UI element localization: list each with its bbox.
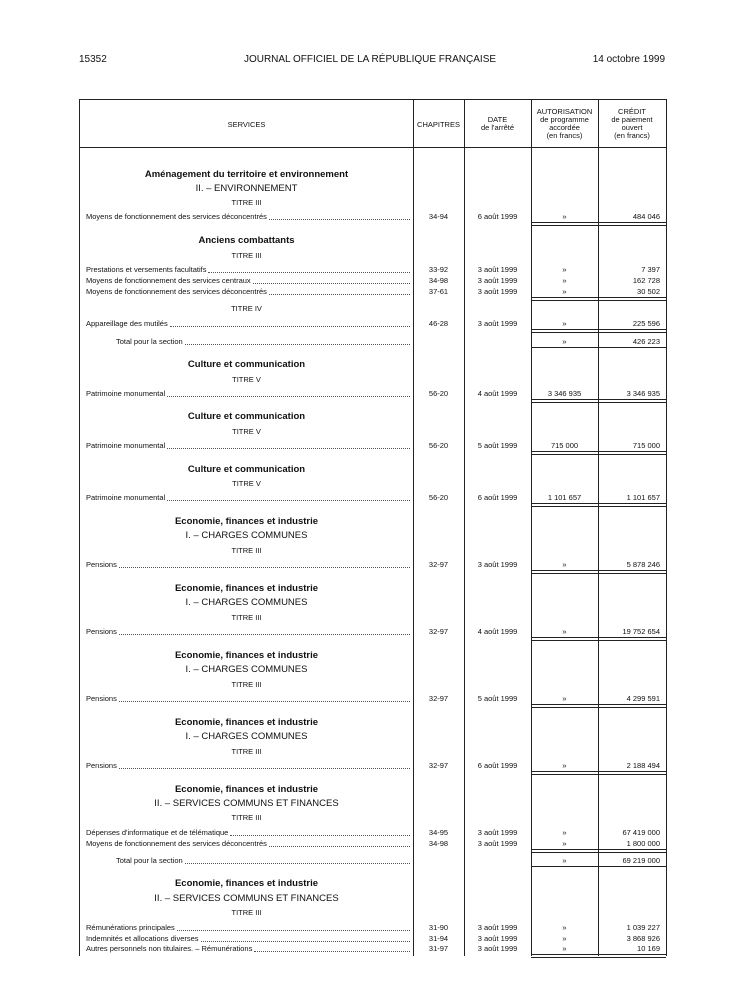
rule bbox=[531, 454, 666, 455]
rule bbox=[531, 347, 666, 348]
chapitre-cell: 31-97 bbox=[428, 944, 449, 953]
leader-dots bbox=[253, 283, 410, 284]
autorisation-cell: 715 000 bbox=[550, 441, 579, 450]
date-cell: 5 août 1999 bbox=[477, 694, 518, 703]
leader-dots bbox=[230, 835, 410, 836]
item-label: Pensions bbox=[86, 761, 117, 770]
total-label: Total pour la section bbox=[116, 337, 183, 346]
titre-heading: TITRE III bbox=[231, 813, 262, 822]
credit-cell: 426 223 bbox=[632, 337, 660, 346]
item-label: Pensions bbox=[86, 694, 117, 703]
titre-heading: TITRE IV bbox=[231, 304, 262, 313]
header-separator bbox=[80, 147, 666, 148]
rule bbox=[531, 402, 666, 403]
allocation-table bbox=[79, 99, 667, 956]
chapitre-cell: 34-94 bbox=[428, 212, 449, 221]
date-cell: 3 août 1999 bbox=[477, 923, 518, 932]
credit-cell: 19 752 654 bbox=[622, 627, 660, 636]
chapitre-cell: 34-98 bbox=[428, 839, 449, 848]
rule bbox=[531, 954, 666, 955]
section-heading: Economie, finances et industrie bbox=[174, 878, 319, 889]
leader-dots bbox=[208, 272, 410, 273]
chapitre-cell: 31-90 bbox=[428, 923, 449, 932]
autorisation-cell: 1 101 657 bbox=[547, 493, 582, 502]
leader-dots bbox=[119, 701, 410, 702]
item-label: Rémunérations principales bbox=[86, 923, 175, 932]
autorisation-cell: » bbox=[562, 934, 567, 943]
date-cell: 3 août 1999 bbox=[477, 839, 518, 848]
autorisation-cell: » bbox=[562, 839, 567, 848]
section-heading: Economie, finances et industrie bbox=[174, 784, 319, 795]
date-cell: 5 août 1999 bbox=[477, 441, 518, 450]
item-label: Autres personnels non titulaires. – Rémunérations bbox=[86, 944, 253, 953]
date-cell: 3 août 1999 bbox=[477, 265, 518, 274]
titre-heading: TITRE III bbox=[231, 198, 262, 207]
leader-dots bbox=[170, 326, 410, 327]
rule bbox=[531, 573, 666, 574]
item-label: Patrimoine monumental bbox=[86, 389, 166, 398]
section-heading: Culture et communication bbox=[187, 359, 306, 370]
leader-dots bbox=[185, 344, 410, 345]
autorisation-cell: 3 346 935 bbox=[547, 389, 582, 398]
credit-cell: 1 800 000 bbox=[626, 839, 660, 848]
rule bbox=[531, 399, 666, 400]
chapitre-cell: 32-97 bbox=[428, 694, 449, 703]
rule bbox=[531, 570, 666, 571]
column-header-services: SERVICES bbox=[227, 120, 266, 129]
item-label: Moyens de fonctionnement des services déconcentrés bbox=[86, 287, 267, 296]
autorisation-cell: » bbox=[562, 944, 567, 953]
titre-heading: TITRE III bbox=[231, 908, 262, 917]
rule bbox=[531, 957, 666, 958]
rule bbox=[531, 332, 666, 333]
chapitre-cell: 32-97 bbox=[428, 560, 449, 569]
rule bbox=[531, 771, 666, 772]
date-cell: 3 août 1999 bbox=[477, 828, 518, 837]
item-label: Appareillage des mutilés bbox=[86, 319, 168, 328]
autorisation-cell: » bbox=[562, 287, 567, 296]
item-label: Moyens de fonctionnement des services déconcentrés bbox=[86, 212, 267, 221]
titre-heading: TITRE III bbox=[231, 680, 262, 689]
leader-dots bbox=[201, 941, 410, 942]
rule bbox=[531, 637, 666, 638]
section-heading: Economie, finances et industrie bbox=[174, 717, 319, 728]
leader-dots bbox=[269, 294, 410, 295]
date-cell: 6 août 1999 bbox=[477, 212, 518, 221]
rule bbox=[531, 774, 666, 775]
autorisation-cell: » bbox=[562, 560, 567, 569]
rule bbox=[531, 503, 666, 504]
date-cell: 3 août 1999 bbox=[477, 944, 518, 953]
credit-cell: 484 046 bbox=[632, 212, 660, 221]
subsection-heading: II. – SERVICES COMMUNS ET FINANCES bbox=[154, 893, 339, 904]
date-cell: 3 août 1999 bbox=[477, 276, 518, 285]
chapitre-cell: 56-20 bbox=[428, 389, 449, 398]
item-label: Pensions bbox=[86, 560, 117, 569]
chapitre-cell: 56-20 bbox=[428, 493, 449, 502]
titre-heading: TITRE III bbox=[231, 546, 262, 555]
credit-cell: 2 188 494 bbox=[626, 761, 660, 770]
leader-dots bbox=[119, 567, 410, 568]
date-cell: 3 août 1999 bbox=[477, 560, 518, 569]
leader-dots bbox=[254, 951, 410, 952]
issue-date: 14 octobre 1999 bbox=[592, 54, 665, 65]
credit-cell: 5 878 246 bbox=[626, 560, 660, 569]
leader-dots bbox=[269, 846, 410, 847]
subsection-heading: I. – CHARGES COMMUNES bbox=[185, 597, 308, 608]
date-cell: 3 août 1999 bbox=[477, 934, 518, 943]
autorisation-cell: » bbox=[562, 856, 567, 865]
leader-dots bbox=[119, 768, 410, 769]
rule bbox=[531, 640, 666, 641]
credit-cell: 1 039 227 bbox=[626, 923, 660, 932]
credit-cell: 4 299 591 bbox=[626, 694, 660, 703]
rule bbox=[531, 225, 666, 226]
column-header-chapitres: CHAPITRES bbox=[417, 120, 460, 129]
autorisation-cell: » bbox=[562, 761, 567, 770]
section-heading: Culture et communication bbox=[187, 464, 306, 475]
rule bbox=[531, 506, 666, 507]
credit-cell: 162 728 bbox=[632, 276, 660, 285]
date-cell: 4 août 1999 bbox=[477, 389, 518, 398]
chapitre-cell: 33-92 bbox=[428, 265, 449, 274]
total-label: Total pour la section bbox=[116, 856, 183, 865]
subsection-heading: II. – SERVICES COMMUNS ET FINANCES bbox=[154, 798, 339, 809]
rule bbox=[531, 849, 666, 850]
subsection-heading: I. – CHARGES COMMUNES bbox=[185, 731, 308, 742]
titre-heading: TITRE V bbox=[232, 427, 261, 436]
credit-cell: 3 346 935 bbox=[626, 389, 660, 398]
item-label: Patrimoine monumental bbox=[86, 441, 166, 450]
item-label: Indemnités et allocations diverses bbox=[86, 934, 199, 943]
rule bbox=[531, 707, 666, 708]
rule bbox=[531, 329, 666, 330]
date-cell: 4 août 1999 bbox=[477, 627, 518, 636]
leader-dots bbox=[185, 863, 410, 864]
rule bbox=[531, 704, 666, 705]
column-header-credit: CRÉDIT de paiement ouvert (en francs) bbox=[611, 107, 653, 140]
item-label: Moyens de fonctionnement des services centraux bbox=[86, 276, 251, 285]
chapitre-cell: 32-97 bbox=[428, 627, 449, 636]
credit-cell: 3 868 926 bbox=[626, 934, 660, 943]
rule bbox=[531, 852, 666, 853]
autorisation-cell: » bbox=[562, 627, 567, 636]
item-label: Moyens de fonctionnement des services déconcentrés bbox=[86, 839, 267, 848]
autorisation-cell: » bbox=[562, 923, 567, 932]
chapitre-cell: 56-20 bbox=[428, 441, 449, 450]
credit-cell: 715 000 bbox=[632, 441, 660, 450]
rule bbox=[531, 866, 666, 867]
rule bbox=[531, 451, 666, 452]
date-cell: 6 août 1999 bbox=[477, 761, 518, 770]
credit-cell: 1 101 657 bbox=[626, 493, 660, 502]
section-heading: Economie, finances et industrie bbox=[174, 650, 319, 661]
chapitre-cell: 34-95 bbox=[428, 828, 449, 837]
credit-cell: 10 169 bbox=[637, 944, 660, 953]
credit-cell: 69 219 000 bbox=[622, 856, 660, 865]
item-label: Pensions bbox=[86, 627, 117, 636]
titre-heading: TITRE V bbox=[232, 375, 261, 384]
leader-dots bbox=[167, 448, 410, 449]
leader-dots bbox=[167, 500, 410, 501]
autorisation-cell: » bbox=[562, 319, 567, 328]
section-heading: Aménagement du territoire et environnement bbox=[144, 169, 349, 180]
autorisation-cell: » bbox=[562, 694, 567, 703]
column-header-autorisation: AUTORISATION de programme accordée (en francs) bbox=[536, 107, 593, 140]
chapitre-cell: 34-98 bbox=[428, 276, 449, 285]
autorisation-cell: » bbox=[562, 265, 567, 274]
leader-dots bbox=[167, 396, 410, 397]
chapitre-cell: 37-61 bbox=[428, 287, 449, 296]
date-cell: 6 août 1999 bbox=[477, 493, 518, 502]
titre-heading: TITRE III bbox=[231, 747, 262, 756]
rule bbox=[531, 297, 666, 298]
chapitre-cell: 32-97 bbox=[428, 761, 449, 770]
section-heading: Economie, finances et industrie bbox=[174, 583, 319, 594]
journal-title: JOURNAL OFFICIEL DE LA RÉPUBLIQUE FRANÇAISE bbox=[243, 54, 497, 65]
autorisation-cell: » bbox=[562, 212, 567, 221]
leader-dots bbox=[119, 634, 410, 635]
titre-heading: TITRE III bbox=[231, 251, 262, 260]
date-cell: 3 août 1999 bbox=[477, 319, 518, 328]
autorisation-cell: » bbox=[562, 337, 567, 346]
credit-cell: 7 397 bbox=[641, 265, 660, 274]
credit-cell: 225 596 bbox=[632, 319, 660, 328]
rule bbox=[531, 222, 666, 223]
subsection-heading: I. – CHARGES COMMUNES bbox=[185, 530, 308, 541]
autorisation-cell: » bbox=[562, 828, 567, 837]
leader-dots bbox=[269, 219, 410, 220]
chapitre-cell: 31-94 bbox=[428, 934, 449, 943]
section-heading: Anciens combattants bbox=[198, 235, 295, 246]
credit-cell: 30 502 bbox=[637, 287, 660, 296]
subsection-heading: I. – CHARGES COMMUNES bbox=[185, 664, 308, 675]
subsection-heading: II. – ENVIRONNEMENT bbox=[195, 183, 298, 194]
autorisation-cell: » bbox=[562, 276, 567, 285]
titre-heading: TITRE V bbox=[232, 479, 261, 488]
item-label: Patrimoine monumental bbox=[86, 493, 166, 502]
section-heading: Economie, finances et industrie bbox=[174, 516, 319, 527]
credit-cell: 67 419 000 bbox=[622, 828, 660, 837]
chapitre-cell: 46-28 bbox=[428, 319, 449, 328]
page-number: 15352 bbox=[79, 54, 107, 65]
date-cell: 3 août 1999 bbox=[477, 287, 518, 296]
item-label: Prestations et versements facultatifs bbox=[86, 265, 207, 274]
titre-heading: TITRE III bbox=[231, 613, 262, 622]
section-heading: Culture et communication bbox=[187, 411, 306, 422]
column-header-date: DATE de l'arrêté bbox=[480, 115, 515, 132]
leader-dots bbox=[177, 930, 410, 931]
item-label: Dépenses d'informatique et de télématique bbox=[86, 828, 229, 837]
rule bbox=[531, 300, 666, 301]
